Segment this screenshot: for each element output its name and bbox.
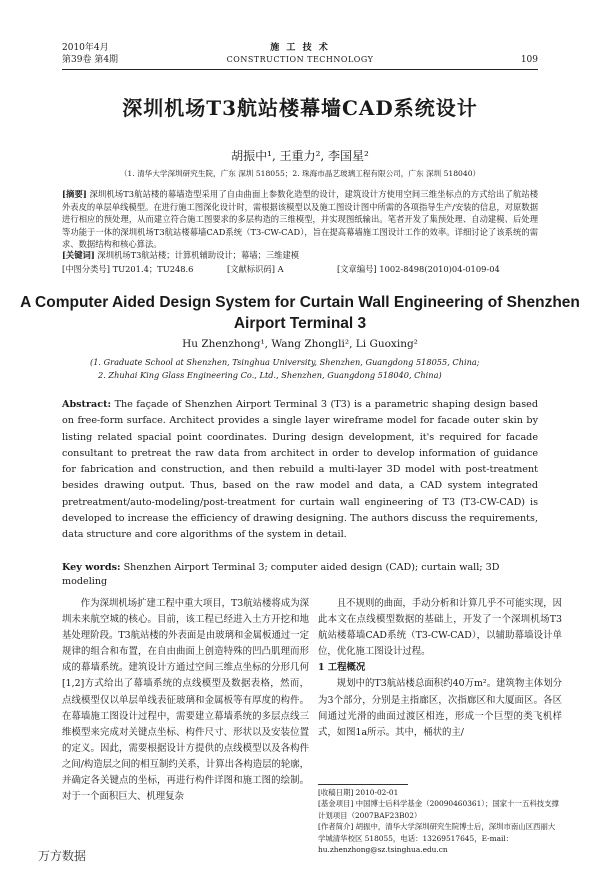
abstract-cn-text: 深圳机场T3航站楼的幕墙造型采用了自由曲面上参数化造型的设计，建筑设计方使用空间三维坐标点的方式给出了航站楼外表皮的单层单线模型。在进行施工图深化设计时，需根据该模型以及施工图设计图中所需的各项指导生产/安装的信息，对原数据进行相应的预处理，从而建立符合施工图要求的多层构造的三维模型，并实现图纸输出。笔者开发了集预处理、自动建模、后处理等功能于一体的深圳机场T3航站楼幕墙CAD系统（T3-CW-CAD），旨在提高幕墙施工图设计工作的效率。详细讨论了该系统的需求、数据结构和核心算法。: [62, 189, 538, 250]
volume-issue: 第39卷 第4期: [62, 55, 119, 65]
footnote-rule: [318, 784, 408, 785]
affiliation-en-1: (1. Graduate School at Shenzhen, Tsinghua University, Shenzhen, Guangdong 518055, China;: [90, 357, 480, 367]
affiliations-cn: （1. 清华大学深圳研究生院，广东 深圳 518055；2. 珠海市晶艺玻璃工程有限公司，广东 深圳 518040）: [119, 169, 481, 178]
affiliation-en-2: 2. Zhuhai King Glass Engineering Co., Ltd., Shenzhen, Guangdong 518040, China): [98, 370, 442, 380]
journal-name: [62, 42, 538, 66]
abstract-en-text: The façade of Shenzhen Airport Terminal 3 (T3) is a parametric shaping design based on free-form surface. Architect provides a single layer wireframe model for facade outer skin by listing related spacial point coordinates. During design development, it's required for facade consultant to pretreat the raw data from architect in order to develop information of guidance for fabrication and construction, and then rebuild a multi-layer 3D model with post-treatment besides drawing output. Thus, based on the raw model and data, a CAD system integrated pretreatment/auto-modeling/post-treatment for curtain wall engineering of T3 (T3-CW-CAD) is developed to increase the efficiency of drawing designing. The authors discuss the requirements, data structure and core algorithms of the system in detail.: [62, 399, 538, 541]
abstract-en: [62, 397, 538, 544]
authors-cn: 胡振中¹, 王重力², 李国星²: [231, 149, 369, 163]
footnotes: [318, 784, 562, 855]
abstract-cn-label: [摘要]: [62, 189, 87, 199]
article-id: [文章编号] 1002-8498(2010)04-0109-04: [337, 264, 500, 274]
body-column-right: [318, 596, 562, 741]
running-header: [62, 42, 538, 68]
affiliations-en: [90, 356, 560, 382]
footnote-author: [作者简介] 胡振中，清华大学深圳研究生院博士后，深圳市南山区西丽大学城清华校区 518055，电话：13269517645，E-mail：hu.zhenzhong@sz.tsinghua.edu.cn: [318, 822, 556, 855]
footnote-funding: [基金项目] 中国博士后科学基金（20090460361）；国家十一五科技支撑计划项目（2007BAF23B02）: [318, 799, 559, 820]
keywords-en-text: Shenzhen Airport Terminal 3; computer aided design (CAD); curtain wall; 3D modeling: [62, 562, 500, 587]
authors-en: Hu Zhenzhong¹, Wang Zhongli², Li Guoxing²: [182, 338, 418, 350]
keywords-cn: [62, 249, 538, 262]
intro-paragraph: 作为深圳机场扩建工程中重大项目，T3航站楼将成为深圳未来航空城的核心。目前，该工程已经进入土方开挖和地基处理阶段。T3航站楼的外表面是由玻璃和金属板通过一定规律的组合和布置，在自由曲面上创造特殊的凹凸肌理而形成的幕墙系统。建筑设计方通过空间三维点坐标的分形几何[1,2]方式给出了幕墙系统的点线模型及数据表格，然而，点线模型仅以单层单线表征玻璃和金属板等有厚度的构件。在幕墙施工图设计过程中，需要建立幕墙系统的多层点线三维模型来完成对关键点坐标、构件尺寸、形状以及安装位置的定义。因此，需要根据设计方提供的点线模型以及各构件之间/构造层之间的相互制约关系，计算出各构造层的轮廓，并确定各关键点的坐标，再进行构件详图和施工图的绘制。对于一个面积巨大、机理复杂: [62, 598, 309, 803]
intro-paragraph-cont: 且不规则的曲面，手动分析和计算几乎不可能实现，因此本文在点线模型数据的基础上，开发了一个深圳机场T3航站楼幕墙CAD系统（T3-CW-CAD），以辅助幕墙设计单位，优化施工图设计过程。: [318, 598, 562, 658]
header-rule: [62, 69, 538, 70]
footnote-received: [收稿日期] 2010-02-01: [318, 788, 399, 797]
abstract-cn: [62, 188, 538, 251]
watermark: 万方数据: [38, 849, 87, 863]
journal-name-cn: 施 工 技 术: [270, 43, 330, 53]
issue-date: 2010年4月: [62, 43, 109, 53]
project-overview-paragraph: 规划中的T3航站楼总面积约40万m²。建筑物主体划分为3个部分，分别是主指廊区，次指廊区和大厦面区。各区间通过光滑的曲面过渡区相连，形成一个巨型的类飞机样式，如图1a所示。其中，桶状的主/: [318, 678, 562, 738]
keywords-en: [62, 561, 538, 589]
title-cn: 深圳机场T3航站楼幕墙CAD系统设计: [122, 96, 478, 120]
keywords-cn-text: 深圳机场T3航站楼；计算机辅助设计；幕墙；三维建模: [97, 250, 300, 260]
page-number: 109: [520, 55, 538, 65]
section-heading: 1 工程概况: [318, 662, 366, 674]
journal-name-en: CONSTRUCTION TECHNOLOGY: [226, 55, 374, 64]
keywords-cn-label: [关键词]: [62, 250, 95, 260]
clc-number: [中图分类号] TU201.4；TU248.6: [62, 264, 194, 274]
keywords-en-label: Key words:: [62, 562, 121, 573]
body-column-left: [62, 596, 309, 805]
abstract-en-label: Abstract:: [62, 399, 112, 410]
document-code: [文献标识码] A: [227, 264, 284, 274]
title-en: A Computer Aided Design System for Curtain Wall Engineering of Shenzhen Airport Terminal 3: [20, 294, 580, 332]
classification-line: [62, 263, 538, 275]
